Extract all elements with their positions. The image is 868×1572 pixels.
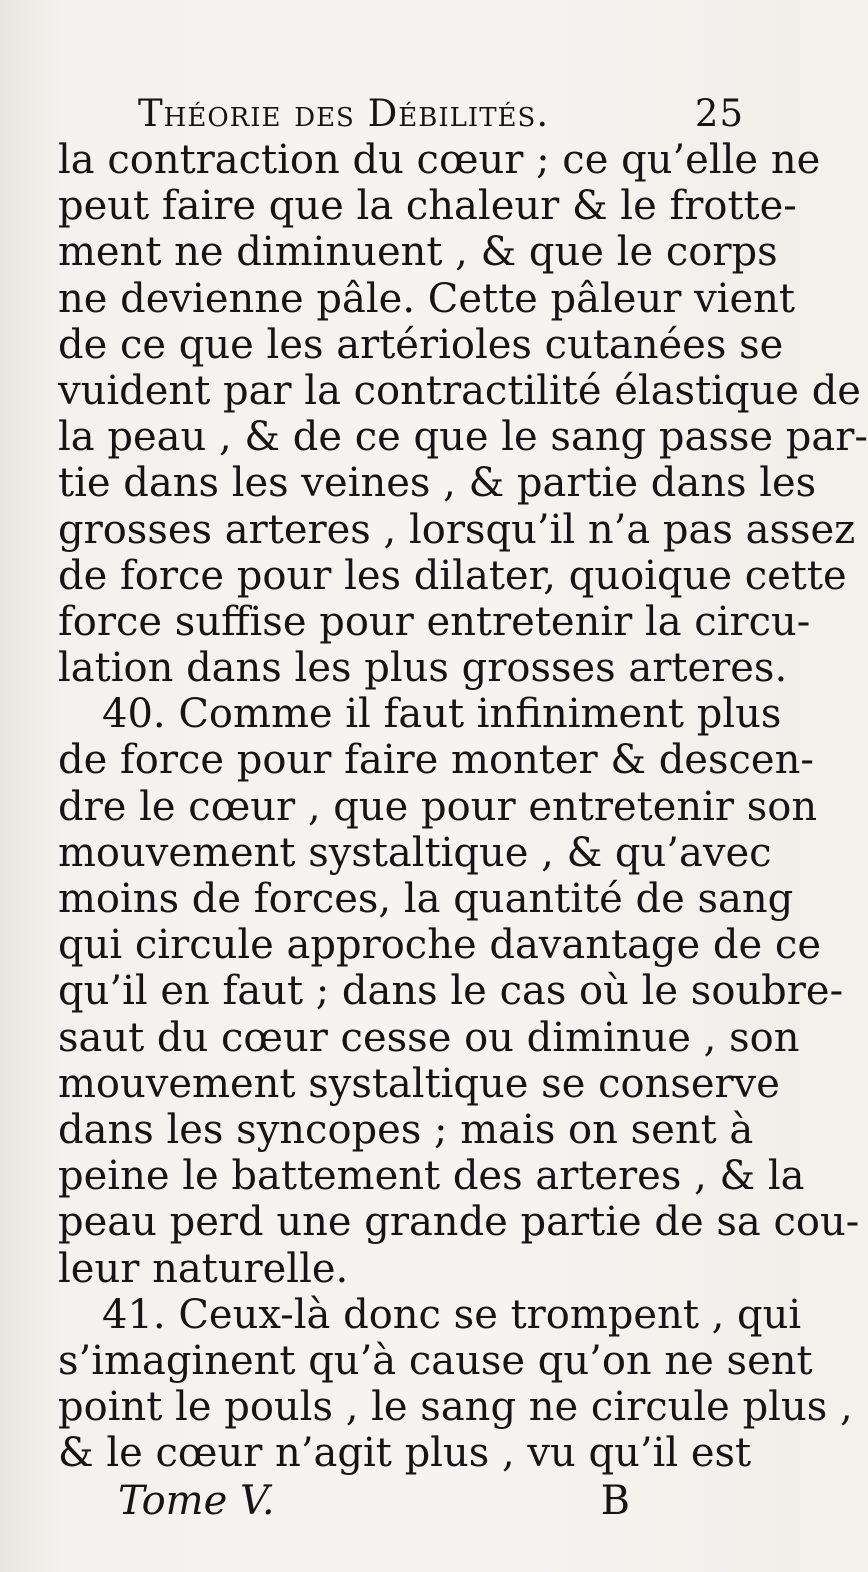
text-line: ment ne diminuent , & que le corps xyxy=(58,229,778,276)
text-line: saut du cœur cesse ou diminue , son xyxy=(58,1014,800,1061)
running-title: Théorie des Débilités. xyxy=(138,92,550,135)
text-line: vuident par la contractilité élastique de xyxy=(58,367,861,414)
text-line: peau perd une grande partie de sa cou- xyxy=(58,1199,860,1246)
text-line: de force pour faire monter & descen- xyxy=(58,737,814,784)
text-line: dre le cœur , que pour entretenir son xyxy=(58,783,818,830)
text-line: s’imaginent qu’à cause qu’on ne sent xyxy=(58,1337,813,1384)
text-line: dans les syncopes ; mais on sent à xyxy=(58,1106,754,1153)
page-header xyxy=(58,92,750,135)
text-line: mouvement systaltique , & qu’avec xyxy=(58,829,772,876)
text-line: moins de forces, la quantité de sang xyxy=(58,876,794,922)
text-line: 41. Ceux-là donc se trompent , qui xyxy=(102,1291,802,1338)
page-number: 25 xyxy=(694,92,744,135)
signature-mark: B xyxy=(600,1478,630,1525)
text-line: de force pour les dilater, quoique cette xyxy=(58,552,847,599)
text-line: force suffise pour entretenir la circu- xyxy=(58,598,811,645)
text-line: lation dans les plus grosses arteres. xyxy=(58,645,788,692)
text-line: leur naturelle. xyxy=(58,1245,349,1292)
text-line: grosses arteres , lorsqu’il n’a pas assez xyxy=(58,506,856,553)
text-line: qu’il en faut ; dans le cas où le soubre- xyxy=(58,968,844,1015)
text-line: de ce que les artérioles cutanées se xyxy=(58,321,784,368)
text-line: 40. Comme il faut infiniment plus xyxy=(102,691,782,738)
text-line: la peau , & de ce que le sang passe par- xyxy=(58,414,868,461)
text-line: qui circule approche davantage de ce xyxy=(58,922,821,969)
text-line: mouvement systaltique se conserve xyxy=(58,1060,780,1107)
body-text xyxy=(58,137,868,1477)
text-line: point le pouls , le sang ne circule plus , xyxy=(58,1384,853,1431)
text-line: la contraction du cœur ; ce qu’elle ne xyxy=(58,137,821,183)
text-line: ne devienne pâle. Cette pâleur vient xyxy=(58,275,795,322)
text-line: peine le battement des arteres , & la xyxy=(58,1153,805,1200)
page-footer xyxy=(58,1478,750,1524)
text-line: & le cœur n’agit plus , vu qu’il est xyxy=(58,1430,752,1477)
text-line: peut faire que la chaleur & le frotte- xyxy=(58,183,797,230)
volume-label: Tome V. xyxy=(118,1478,275,1525)
text-line: tie dans les veines , & partie dans les xyxy=(58,460,817,507)
